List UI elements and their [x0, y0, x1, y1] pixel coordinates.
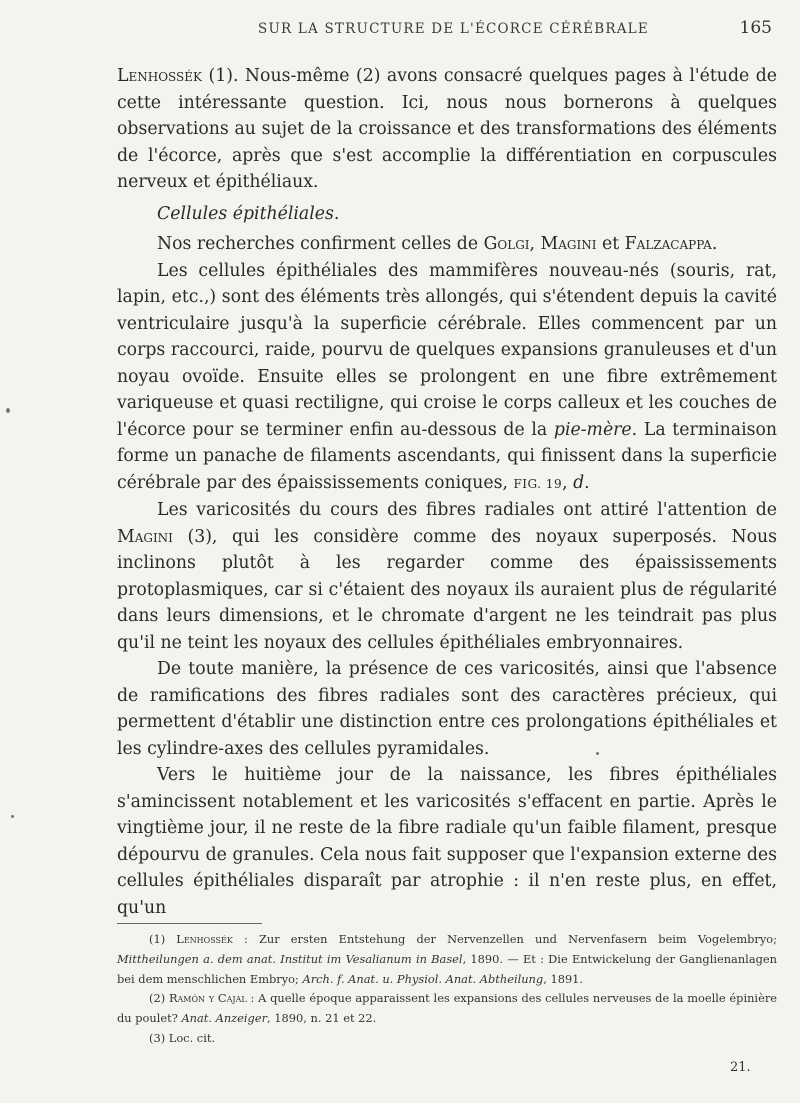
author-falzacappa: Falzacappa [624, 234, 712, 254]
footnote-source: Mittheilungen a. dem anat. Institut im Vesalianum in Basel [117, 951, 463, 966]
term-pie-mere: pie-mère [553, 419, 632, 440]
figure-reference: FIG. 19 [513, 476, 563, 491]
scan-speck [6, 408, 10, 413]
footnote-source: Anat. Anzeiger [181, 1011, 268, 1026]
footnote-number: (1) [149, 932, 166, 946]
paragraph-1 [117, 63, 777, 196]
paragraph-2 [117, 231, 777, 258]
separator: , [562, 472, 574, 493]
footnote-rule [117, 923, 262, 924]
footnote-text: Loc. cit. [168, 1030, 216, 1045]
figure-letter: d [573, 472, 585, 493]
footnote-1 [117, 930, 777, 989]
author-magini: Magini [117, 526, 173, 547]
page-number: 165 [739, 18, 772, 38]
author-lenhossek: Lenhossék [117, 66, 202, 86]
footnote-text: , 1890, n. 21 et 22. [267, 1011, 377, 1026]
paragraph-4-text-cont: (3), qui les considère comme des noyaux superposés. Nous inclinons plutôt à les regarder comme des épaississements protoplasmiques, car si c'étaient des noyaux ils auraient plus de régularité dans leurs dimensions, et le chromate d'argent ne les teindrait pas plus qu'il ne teint les noyaux des cellules épithéliales embryonnaires. [117, 526, 777, 653]
footnote-text: : Zur ersten Entstehung der Nervenzellen und Nervenfasern beim Vogelembryo; [232, 932, 777, 946]
running-title: SUR LA STRUCTURE DE L'ÉCORCE CÉRÉBRALE [258, 21, 649, 37]
scan-speck [11, 815, 14, 818]
footnote-text: , 1890. — Et : Die Entwickelung der Ganglienanlagen bei dem menschlichen Embryo; [117, 951, 777, 986]
footnote-text: , 1891. [543, 971, 584, 986]
footnote-text: : A quelle époque apparaissent les expansions des cellules nerveuses de la moelle épinière du poulet? [117, 991, 778, 1026]
paragraph-5: De toute manière, la présence de ces varicosités, ainsi que l'absence de ramifications des fibres radiales sont des caractères précieux, qui permettent d'établir une distinction entre ces prolongations épithéliales et les cylindre-axes des cellules pyramidales. [117, 659, 777, 759]
footnote-number: (3) [149, 1030, 166, 1045]
scan-speck [596, 752, 599, 755]
paragraph-6: Vers le huitième jour de la naissance, les fibres épithéliales s'amincissent notablement et les varicosités s'effacent en partie. Après le vingtième jour, il ne reste de la fibre radiale qu'un faible filament, presque dépourvu de granules. Cela nous fait supposer que l'expansion externe des cellules épithéliales disparaît par atrophie : il n'en reste plus, en effet, qu'un [117, 765, 777, 918]
section-heading: Cellules épithéliales. [157, 203, 340, 224]
footnote-number: (2) [149, 991, 166, 1006]
paragraph-3 [117, 258, 777, 498]
footnote-3 [117, 1029, 777, 1049]
punctuation: . [584, 472, 590, 493]
body-text [117, 63, 777, 921]
running-head [258, 18, 772, 42]
paragraph-3-text-cont: . La terminaison forme un panache de filaments ascendants, qui finissent dans la superficie cérébrale par des épaississements coniques, [117, 419, 778, 493]
footnote-author: Lenhossék [176, 932, 233, 946]
paragraph-4 [117, 497, 777, 656]
author-golgi: Golgi [483, 234, 530, 254]
paragraph-4-text: Les varicosités du cours des fibres radiales ont attiré l'attention de [157, 500, 777, 520]
paragraph-1-text: (1). Nous-même (2) avons consacré quelques pages à l'étude de cette intéressante question. Ici, nous nous bornerons à quelques observations au sujet de la croissance et des transformations des éléments de l'écorce, après que s'est accomplie la différentiation en corpuscules nerveux et épithéliaux. [117, 66, 777, 192]
signature-mark: 21. [730, 1060, 751, 1075]
footnote-author: Ramón y Cajal [168, 991, 247, 1006]
punctuation: . [711, 234, 718, 254]
separator: et [596, 234, 625, 254]
paragraph-2-text: Nos recherches confirment celles de [157, 234, 484, 254]
footnotes [117, 930, 777, 1049]
paragraph-3-text: Les cellules épithéliales des mammifères nouveau-nés (souris, rat, lapin, etc.,) sont des éléments très allongés, qui s'étendent depuis la cavité ventriculaire jusqu'à la superficie cérébrale. Elles commencent par un corps raccourci, raide, pourvu de quelques expansions granuleuses et d'un noyau ovoïde. Ensuite elles se prolongent en une fibre extrêmement variqueuse et quasi rectiligne, qui croise le corps calleux et les couches de l'écorce pour se terminer enfin au-dessous de la [117, 260, 777, 440]
footnote-source: Arch. f. Anat. u. Physiol. Anat. Abtheilung [302, 971, 544, 986]
author-magini: Magini [540, 234, 597, 254]
footnote-2 [117, 989, 777, 1029]
separator: , [529, 234, 541, 254]
